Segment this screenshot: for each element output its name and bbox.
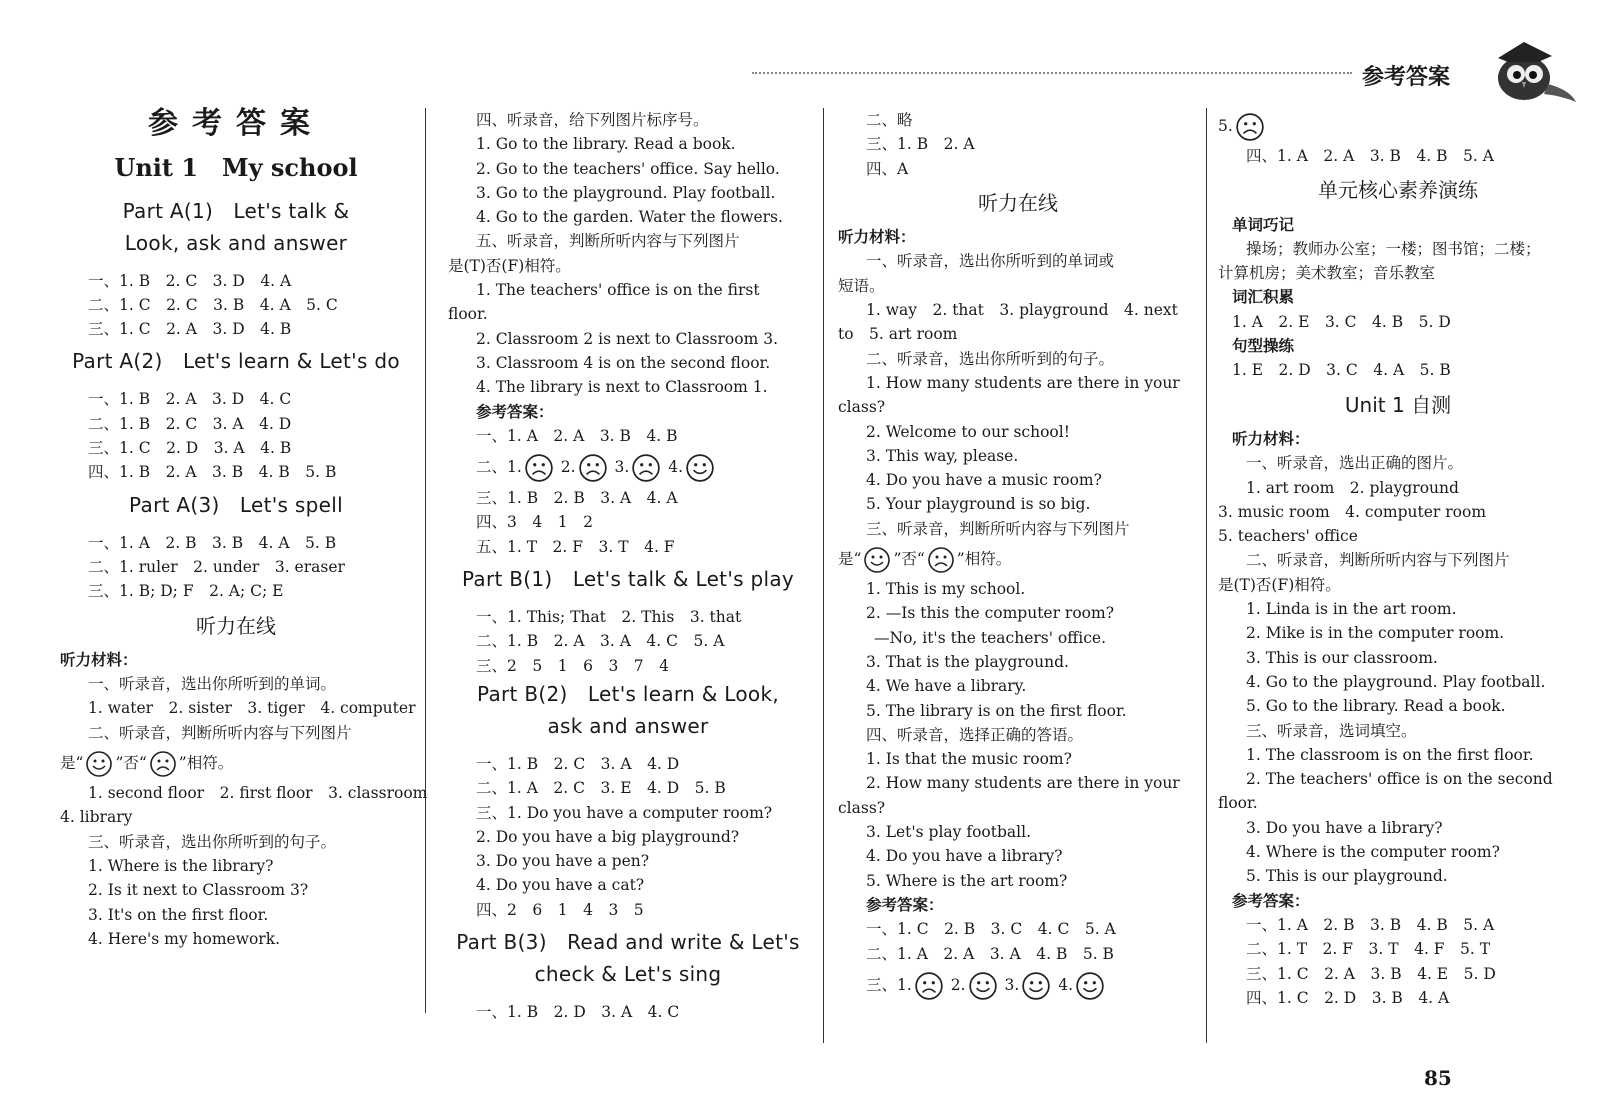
text-line: 5. Where is the art room? (866, 871, 1068, 890)
listening-section-title: 听力在线 (196, 613, 276, 638)
text-line: floor. (448, 305, 488, 324)
sad-face-icon (578, 453, 608, 483)
self-test-title: Unit 1 自测 (1344, 392, 1452, 417)
text-line: 5. Your playground is so big. (866, 495, 1091, 514)
text-line: 3. This way, please. (866, 446, 1019, 465)
text-line: 4. Do you have a music room? (866, 471, 1102, 490)
answer-line: 四、3 4 1 2 (476, 513, 593, 532)
subsection-label: 单词巧记 (1232, 214, 1295, 234)
text-line: 1. This is my school. (866, 580, 1026, 599)
text-line: 5. Go to the library. Read a book. (1246, 697, 1506, 716)
text-line: 1. The teachers' office is on the first (476, 281, 760, 300)
text-line: 3. That is the playground. (866, 652, 1069, 671)
column-divider (425, 108, 426, 1013)
part-a2-title: Part A(2) Let's learn & Let's do (72, 349, 400, 374)
unit-title: Unit 1 My school (114, 153, 358, 183)
answer-line: 二、略 (866, 111, 913, 129)
text-line: 5. teachers' office (1218, 527, 1358, 546)
text-line: 三、听录音，判断所听内容与下列图片 (866, 519, 1130, 538)
answer-line: 二、1. B 2. A 3. A 4. C 5. A (476, 632, 725, 651)
text-line: 3. Do you have a library? (1246, 818, 1443, 837)
text-line: 二、听录音，判断所听内容与下列图片 (88, 723, 352, 742)
answer-line: 二、1. B 2. C 3. A 4. D (88, 414, 292, 433)
answer-line: 四、2 6 1 4 3 5 (476, 900, 644, 919)
text-line: 4. We have a library. (866, 677, 1027, 696)
answer-label: 参考答案： (476, 401, 554, 421)
answer-line: 五、1. T 2. F 3. T 4. F (476, 537, 675, 556)
text-line: 是(T)否(F)相符。 (1218, 575, 1341, 594)
header-title: 参考答案 (1362, 65, 1451, 90)
text-line: 3. This is our classroom. (1246, 648, 1438, 667)
text-line: 一、听录音，选出你所听到的单词。 (88, 675, 337, 694)
subsection-label: 句型操练 (1232, 336, 1295, 356)
sad-face-icon (914, 971, 944, 1001)
text-line: 四、听录音，给下列图片标序号。 (476, 111, 709, 129)
answer-line: 一、1. This; That 2. This 3. that (476, 608, 742, 627)
text-line: 3. music room 4. computer room (1218, 502, 1487, 521)
answer-line: 1. A 2. E 3. C 4. B 5. D (1232, 312, 1451, 331)
text-line: 四、听录音，选择正确的答语。 (866, 725, 1084, 744)
answer-line: 三、1. C 2. A 3. B 4. E 5. D (1246, 964, 1496, 983)
column-2 (448, 108, 808, 1024)
answer-line: 四、1. B 2. A 3. B 4. B 5. B (88, 463, 337, 482)
answer-line: 三、1. C 2. A 3. D 4. B (88, 320, 292, 339)
material-label: 听力材料： (1232, 428, 1310, 448)
answer-line: 四、1. A 2. A 3. B 4. B 5. A (1246, 147, 1494, 165)
answer-line: 一、1. A 2. B 3. B 4. A 5. B (88, 533, 337, 552)
text-line: 2. The teachers' office is on the second (1246, 770, 1553, 789)
text-line: 1. The classroom is on the first floor. (1246, 745, 1534, 764)
answer-line: 四、A (866, 159, 909, 178)
page-title: 参考答案 (148, 106, 324, 141)
material-label: 听力材料： (60, 649, 138, 669)
text-line: 5. The library is on the first floor. (866, 701, 1127, 720)
sad-face-icon (631, 453, 661, 483)
part-b1-title: Part B(1) Let's talk & Let's play (461, 567, 795, 592)
text-line: floor. (1218, 794, 1258, 813)
text-line: 五、听录音，判断所听内容与下列图片 (476, 232, 740, 251)
text-line: to 5. art room (838, 325, 958, 344)
smiley-face-icon (685, 453, 715, 483)
answer-line: 一、1. C 2. B 3. C 4. C 5. A (866, 920, 1116, 939)
text-line: 5. This is our playground. (1246, 867, 1448, 886)
answer-line-with-faces: 三、1. 2. 3. 4. (838, 966, 1198, 1004)
text-line: 3. Let's play football. (866, 823, 1031, 842)
text-line: 3. Go to the playground. Play football. (476, 183, 776, 202)
answer-line: 1. E 2. D 3. C 4. A 5. B (1232, 361, 1451, 380)
text-line: 三、听录音，选出你所听到的句子。 (88, 832, 337, 851)
text-line: 1. art room 2. playground (1246, 478, 1459, 497)
column-divider (823, 108, 824, 1043)
answer-label: 参考答案： (866, 894, 944, 914)
sad-face-icon (524, 453, 554, 483)
text-line: class? (838, 398, 886, 417)
answer-line-with-face: 5. (1218, 108, 1578, 144)
answer-line: 一、1. B 2. C 3. D 4. A (88, 271, 292, 290)
header-dotted-rule (752, 72, 1352, 74)
text-line: 三、听录音，选词填空。 (1246, 721, 1417, 740)
answer-line: 二、1. A 2. A 3. A 4. B 5. B (866, 944, 1114, 963)
answer-line: 一、1. A 2. B 3. B 4. B 5. A (1246, 915, 1495, 934)
text-line: 计算机房；美术教室；音乐教室 (1218, 264, 1436, 283)
answer-line: 一、1. B 2. D 3. A 4. C (476, 1003, 680, 1022)
text-line: 2. Is it next to Classroom 3? (88, 881, 309, 900)
answer-line-with-faces: 二、1. 2. 3. 4. (448, 448, 808, 486)
answer-line: 3. Do you have a pen? (476, 852, 650, 871)
listening-section-title: 听力在线 (978, 190, 1058, 215)
text-line: 1. Go to the library. Read a book. (476, 135, 736, 154)
text-line-with-faces: 是“ ”否“ ”相符。 (60, 745, 412, 781)
core-section-title: 单元核心素养演练 (1318, 178, 1478, 203)
answer-line: 三、1. B 2. A (866, 135, 975, 154)
text-line: 4. library (60, 808, 133, 827)
text-line: class? (838, 798, 886, 817)
answer-line: 二、1. A 2. C 3. E 4. D 5. B (476, 779, 726, 798)
text-line: 1. How many students are there in your (866, 373, 1180, 392)
text-line: 3. Classroom 4 is on the second floor. (476, 353, 771, 372)
column-divider (1206, 108, 1207, 1043)
answer-label: 参考答案： (1232, 890, 1310, 910)
page-number: 85 (1424, 1066, 1452, 1090)
text-line: 一、听录音，选出正确的图片。 (1246, 454, 1464, 473)
text-line: —No, it's the teachers' office. (874, 628, 1107, 647)
smiley-face-icon (863, 546, 891, 574)
text-line: 4. Do you have a library? (866, 847, 1063, 866)
owl-mascot-icon (1478, 36, 1578, 106)
text-line: 短语。 (838, 276, 885, 295)
text-line: 1. Where is the library? (88, 856, 274, 875)
answer-line: 4. Do you have a cat? (476, 876, 645, 895)
material-label: 听力材料： (838, 227, 916, 247)
text-line: 4. Go to the playground. Play football. (1246, 672, 1546, 691)
sad-face-icon (1235, 112, 1265, 142)
text-line: 2. —Is this the computer room? (866, 604, 1115, 623)
column-3 (838, 108, 1198, 1004)
text-line: 是(T)否(F)相符。 (448, 256, 571, 275)
answer-line: 一、1. B 2. C 3. A 4. D (476, 754, 680, 773)
smiley-face-icon (85, 750, 113, 778)
text-line: 1. Linda is in the art room. (1246, 600, 1457, 619)
smiley-face-icon (968, 971, 998, 1001)
answer-line: 三、2 5 1 6 3 7 4 (476, 656, 670, 675)
answer-line: 三、1. B 2. B 3. A 4. A (476, 489, 678, 508)
text-line: 1. way 2. that 3. playground 4. next (866, 301, 1178, 320)
part-a1-title: Part A(1) Let's talk & Look, ask and answer (122, 198, 350, 255)
part-b3-title: Part B(3) Read and write & Let's check & Let's sing (456, 930, 800, 987)
text-line: 1. water 2. sister 3. tiger 4. computer (88, 699, 416, 718)
column-4 (1218, 108, 1578, 1010)
answer-line: 2. Do you have a big playground? (476, 827, 740, 846)
part-a3-title: Part A(3) Let's spell (129, 492, 343, 517)
answer-line: 一、1. B 2. A 3. D 4. C (88, 390, 292, 409)
sad-face-icon (149, 750, 177, 778)
answer-line: 二、1. C 2. C 3. B 4. A 5. C (88, 295, 338, 314)
text-line: 二、听录音，选出你所听到的句子。 (866, 349, 1115, 368)
answer-line: 四、1. C 2. D 3. B 4. A (1246, 988, 1450, 1007)
text-line-with-faces: 是“ ”否“ ”相符。 (838, 541, 1198, 577)
answer-line: 二、1. T 2. F 3. T 4. F 5. T (1246, 940, 1491, 959)
text-line: 2. Classroom 2 is next to Classroom 3. (476, 329, 779, 348)
text-line: 4. The library is next to Classroom 1. (476, 378, 768, 397)
smiley-face-icon (1075, 971, 1105, 1001)
text-line: 一、听录音，选出你所听到的单词或 (866, 252, 1115, 271)
text-line: 4. Where is the computer room? (1246, 843, 1500, 862)
text-line: 操场；教师办公室；一楼；图书馆；二楼； (1246, 239, 1541, 258)
answer-line: 三、1. B; D; F 2. A; C; E (88, 582, 284, 601)
answer-line: 一、1. A 2. A 3. B 4. B (476, 426, 678, 445)
text-line: 2. Go to the teachers' office. Say hello. (476, 159, 780, 178)
sad-face-icon (927, 546, 955, 574)
text-line: 2. How many students are there in your (866, 774, 1180, 793)
text-line: 2. Mike is in the computer room. (1246, 624, 1505, 643)
text-line: 4. Go to the garden. Water the flowers. (476, 208, 783, 227)
answer-line: 二、1. ruler 2. under 3. eraser (88, 557, 345, 576)
text-line: 3. It's on the first floor. (88, 905, 269, 924)
text-line: 2. Welcome to our school! (866, 422, 1070, 441)
part-b2-title: Part B(2) Let's learn & Look, ask and answer (477, 681, 779, 738)
text-line: 4. Here's my homework. (88, 929, 281, 948)
column-1 (60, 106, 428, 951)
text-line: 二、听录音，判断所听内容与下列图片 (1246, 551, 1510, 570)
smiley-face-icon (1021, 971, 1051, 1001)
text-line: 1. second floor 2. first floor 3. classroom (88, 784, 428, 803)
text-line: 1. Is that the music room? (866, 750, 1072, 769)
subsection-label: 词汇积累 (1232, 287, 1295, 307)
answer-line: 三、1. Do you have a computer room? (476, 803, 773, 822)
answer-line: 三、1. C 2. D 3. A 4. B (88, 439, 292, 458)
